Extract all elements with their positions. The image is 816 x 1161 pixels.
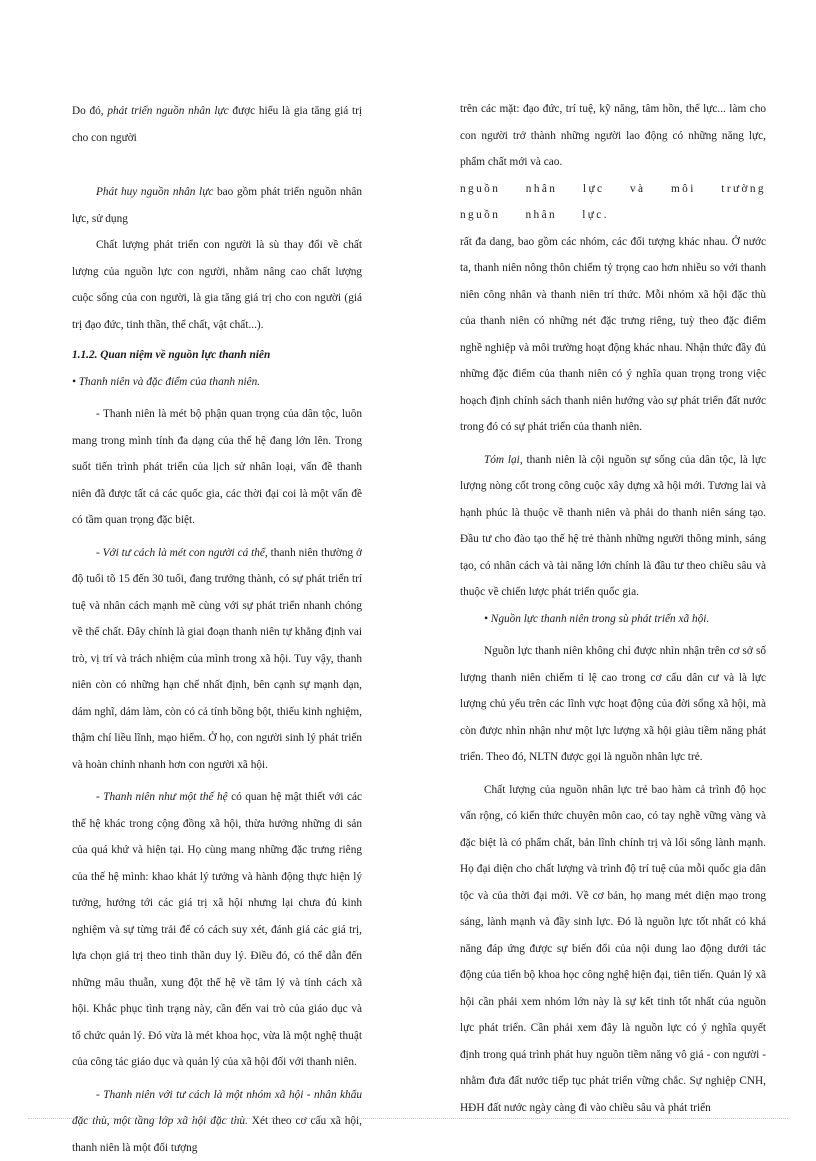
left-column — [72, 98, 362, 1161]
intro-italic: phát triển nguồn nhân lực — [107, 105, 228, 117]
phathuy-text: bao gồm phát triển nguồn nhân lực, sử dụng — [72, 186, 362, 225]
paragraph-1: - Thanh niên là mét bộ phận quan trọng của dân tộc, luôn mang trong mình tính đa dạng của thế hệ đang lớn lên. Trong suốt tiến trình phát triển của lịch sử nhân loại, vấn đề thanh niên đã được tất cả các quốc gia, các thời đại coi là một vấn đề có tầm quan trọng đặc biệt. — [72, 401, 362, 534]
phathuy-italic: Phát huy nguồn nhân lực — [96, 186, 213, 198]
paragraph-3-italic: - Thanh niên như một thế hệ — [96, 791, 228, 803]
paragraph-4-italic: - Thanh niên với tư cách là một nhóm xã hội - nhân khẩu đặc thù, một tầng lớp xã hội đặc thù. — [72, 1089, 362, 1128]
phathuy-paragraph — [72, 179, 362, 232]
paragraph-4 — [72, 1082, 362, 1161]
intro-text-end: được hiểu là gia tăng giá trị cho con người — [72, 105, 362, 144]
right-paragraph-1: trên các mặt: đạo đức, trí tuệ, kỹ năng, tâm hồn, thể lực... làm cho con người trở thành những người lao động có những năng lực, phẩm chất mới và cao. — [460, 96, 766, 176]
intro-paragraph — [72, 98, 362, 151]
paragraph-2 — [72, 540, 362, 779]
paragraph-2-text: thanh niên thường ở độ tuổi tõ 15 đến 30 tuổi, đang trưởng thành, có sự phát triển trí tuệ và nhân cách mạnh mẽ cùng với sự phát triển nhanh chóng về thể chất. Đây chính là giai đoạn thanh niên tự khẳng định vai trò, vị trí và trách nhiệm của mình trong xã hội. Tuy vậy, thanh niên còn có những hạn chế nhất định, bên cạnh sự mạnh dạn, dám nghĩ, dám làm, còn có cả tính bồng bột, thiếu kinh nghiệm, thậm chí liều lĩnh, mạo hiểm. Ở họ, con người sinh lý phát triển và hoàn chỉnh nhanh hơn con người xã hội. — [72, 547, 362, 771]
bullet-thanh-nien: • Thanh niên và đặc điểm của thanh niên. — [72, 369, 362, 396]
right-paragraph-4: Nguồn lực thanh niên không chỉ được nhìn nhận trên cơ sở số lượng thanh niên chiếm tỉ lệ cao trong cơ cấu dân cư và là lực lượng chủ yếu trên các lĩnh vực hoạt động của đời sống xã hội, mà còn được nhìn nhận như một lực lượng xã hội giàu tiềm năng phát triển. Theo đó, NLTN được gọi là nguồn nhân lực trẻ. — [460, 638, 766, 771]
right-paragraph-3 — [460, 447, 766, 606]
paragraph-3-text: có quan hệ mật thiết với các thế hệ khác trong cộng đồng xã hội, thừa hưởng những di sản của quá khứ và hiện tại. Họ cùng mang những đặc trưng riêng của thế hệ mình: khao khát lý tưởng và hành động thực hiện lý tưởng, hướng tới các giá trị xã hội nhưng lại chưa đủ kinh nghiệm và sự từng trải để có cách suy xét, đánh giá các giá trị, lựa chọn giá trị theo tinh thần duy lý. Điều đó, có thể dẫn đến những mâu thuẫn, xung đột thế hệ về tâm lý và tính cách xã hội. Khắc phục tình trạng này, cần đến vai trò của giáo dục và tổ chức quản lý. Đó vừa là mét khoa học, vừa là một nghệ thuật của công tác giáo dục và quản lý của xã hội đối với thanh niên. — [72, 791, 362, 1068]
right-paragraph-2: rất đa dang, bao gồm các nhóm, các đối tượng khác nhau. Ở nước ta, thanh niên nông thôn chiếm tỷ trọng cao hơn nhiều so với thanh niên công nhân và thanh niên trí thức. Mỗi nhóm xã hội đặc thù của thanh niên có những nét đặc trưng riêng, tuỳ theo đặc điểm nghề nghiệp và môi trường hoạt động khác nhau. Nhận thức đầy đủ những đặc điểm của thanh niên có ý nghĩa quan trọng trong việc hoạch định chính sách thanh niên hướng vào sự phát triển đất nước trong đó có sự phát triển của thanh niên. — [460, 229, 766, 441]
paragraph-2-italic: - Với tư cách là mét con người cá thể, — [96, 547, 268, 559]
section-heading: 1.1.2. Quan niệm về nguồn lực thanh niên — [72, 342, 362, 369]
right-paragraph-3-text: thanh niên là cội nguồn sự sống của dân tộc, là lực lượng nòng cốt trong công cuộc xây dựng xã hội mới. Tương lai và hạnh phúc là thuộc về thanh niên và phải do thanh niên sáng tạo. Đầu tư cho đào tạo thế hệ trẻ thành những người thông minh, sáng tạo, có nhân cách và tài năng lớn chính là đầu tư theo chiều sâu và thuộc về chiến lược phát triển quốc gia. — [460, 454, 766, 599]
tom-lai-italic: Tóm lại, — [484, 454, 523, 466]
right-fragment: nguồn nhân lực và môi trường nguồn nhân lực. — [460, 176, 766, 229]
right-column — [460, 96, 766, 1121]
paragraph-3 — [72, 784, 362, 1076]
bullet-nguon-luc: • Nguồn lực thanh niên trong sù phát triển xã hội. — [460, 606, 766, 633]
page-bottom-rule — [28, 1118, 788, 1119]
right-paragraph-5: Chất lượng của nguồn nhân lực trẻ bao hàm cả trình độ học vấn rộng, có kiến thức chuyên môn cao, có tay nghề vững vàng và đặc biệt là có phẩm chất, bản lĩnh chính trị và lối sống lành mạnh. Họ đại diện cho chất lượng và trình độ trí tuệ của mỗi quốc gia dân tộc và của thời đại mới. Về cơ bản, họ mang mét diện mạo trong sáng, lành mạnh và đầy sinh lực. Đó là nguồn lực tốt nhất có khả năng đáp ứng được sự biến đổi của nội dung lao động dưới tác động của tiến bộ khoa học công nghệ hiện đại, tiên tiến. Quản lý xã hội cần phải xem nhóm lớn này là sự kết tinh tốt nhất của nguồn lực phát triển. Cần phải xem đây là nguồn lực có ý nghĩa quyết định trong quá trình phát huy nguồn tiềm năng vô giá - con người - nhằm đưa đất nước tiếp tục phát triển vững chắc. Sự nghiệp CNH, HĐH đất nước ngày càng đi vào chiều sâu và phát triển — [460, 777, 766, 1122]
intro-text: Do đó, — [72, 105, 107, 117]
chatluong-paragraph: Chất lượng phát triển con người là sù thay đổi về chất lượng của nguồn lực con người, nhằm nâng cao chất lượng cuộc sống của con người, là gia tăng giá trị cho con người (giá trị đạo đức, tinh thần, thể chất, vật chất...). — [72, 232, 362, 338]
paragraph-4-text: Xét theo cơ cấu xã hội, thanh niên là một đối tượng — [72, 1115, 362, 1154]
